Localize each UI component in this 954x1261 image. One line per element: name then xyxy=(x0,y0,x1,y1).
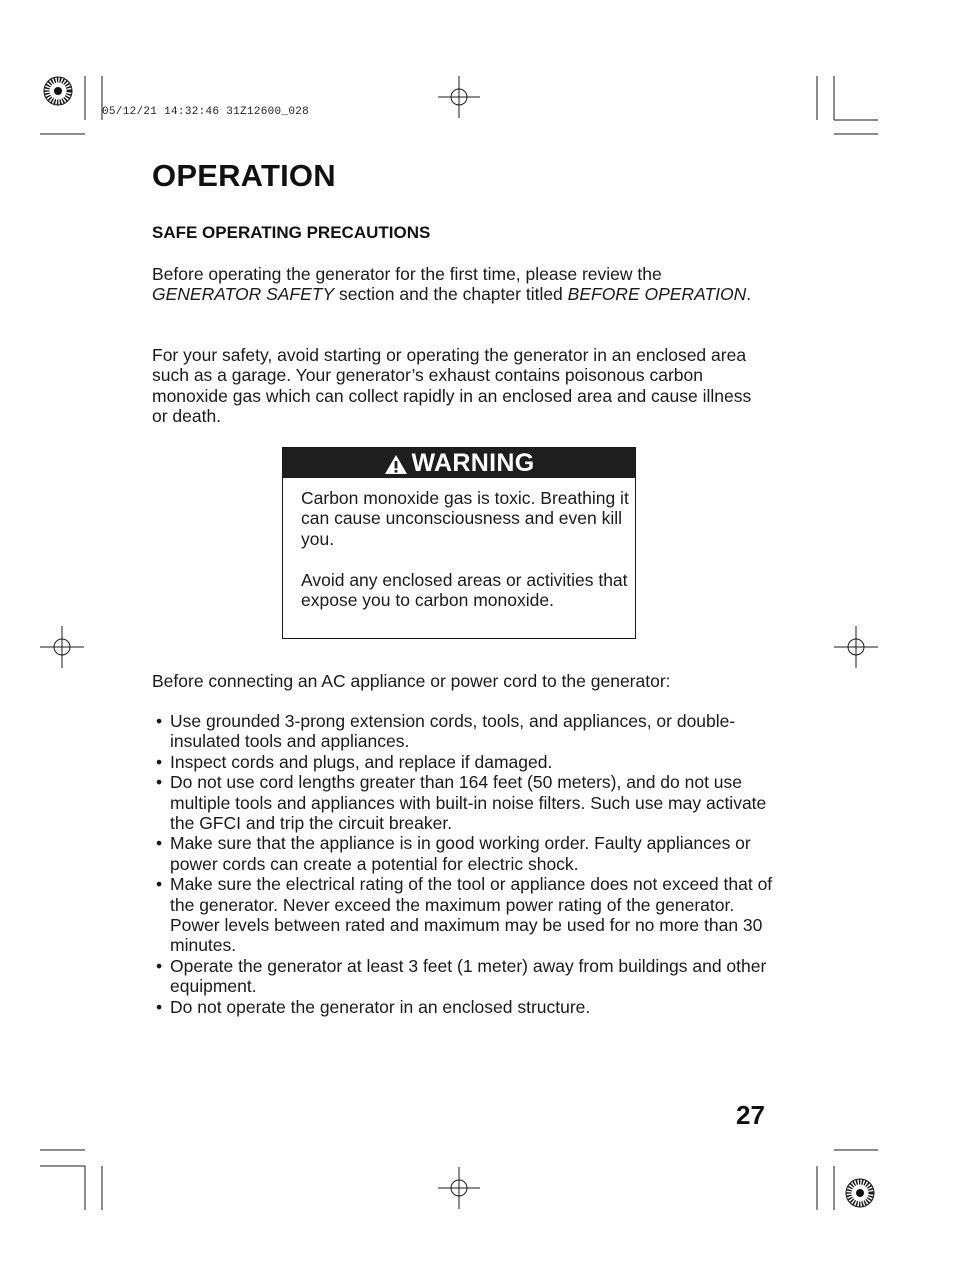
bullet-symbol: • xyxy=(156,833,163,854)
starburst-mark-top-left xyxy=(44,77,72,105)
list-item: • Make sure that the appliance is in good working order. Faulty appliances or power cords can create a potential for electric shock. xyxy=(156,833,751,874)
safety-paragraph: For your safety, avoid starting or operating the generator in an enclosed area such as a garage. Your generator’s exhaust contains poisonous carbon monoxide gas which can collect rapidly in an enclosed area and cause illness or death. xyxy=(152,345,752,427)
list-item: • Do not use cord lengths greater than 164 feet (50 meters), and do not use multiple tools and appliances with built-in noise filters. Such use may activate the GFCI and trip the circuit breaker. xyxy=(156,772,767,834)
precautions-list xyxy=(152,711,782,1017)
starburst-mark-bottom-right xyxy=(846,1179,874,1207)
list-item: • Operate the generator at least 3 feet (1 meter) away from buildings and other equipment. xyxy=(156,955,767,997)
warning-box xyxy=(282,447,636,639)
list-item: • Do not operate the generator in an enclosed structure. xyxy=(156,996,591,1017)
print-timestamp: 05/12/21 14:32:46 31Z12600_028 xyxy=(102,106,310,118)
warning-label: WARNING xyxy=(411,448,535,477)
generator-safety-reference: GENERATOR SAFETY xyxy=(152,284,335,305)
warning-text-2: Avoid any enclosed areas or activities that expose you to carbon monoxide. xyxy=(301,570,628,611)
bullet-symbol: • xyxy=(156,996,163,1017)
list-item: • Inspect cords and plugs, and replace if damaged. xyxy=(156,751,553,772)
warning-triangle-icon xyxy=(384,454,408,475)
intro-paragraph: Before operating the generator for the first time, please review the GENERATOR SAFETY section and the chapter titled BEFORE OPERATION. xyxy=(152,264,752,305)
list-item: • Use grounded 3-prong extension cords, tools, and appliances, or double-insulated tools and appliances. xyxy=(156,711,736,752)
bullet-symbol: • xyxy=(156,874,163,895)
section-heading: SAFE OPERATING PRECAUTIONS xyxy=(152,223,431,242)
connect-intro: Before connecting an AC appliance or power cord to the generator: xyxy=(152,671,671,691)
bullet-symbol: • xyxy=(156,711,163,731)
warning-text-1: Carbon monoxide gas is toxic. Breathing it can cause unconsciousness and even kill you. xyxy=(301,488,629,549)
before-operation-reference: BEFORE OPERATION xyxy=(567,284,747,305)
warning-header xyxy=(283,448,635,478)
page-number: 27 xyxy=(736,1100,765,1130)
bullet-symbol: • xyxy=(156,955,163,976)
bullet-symbol: • xyxy=(156,751,163,772)
list-item: • Make sure the electrical rating of the tool or appliance does not exceed that of the generator. Never exceed the maximum power rating of the generator. Power levels between rated and maximum may be used for no more than 30 minutes. xyxy=(156,874,773,956)
page-title: OPERATION xyxy=(152,158,336,193)
bullet-symbol: • xyxy=(156,772,163,793)
